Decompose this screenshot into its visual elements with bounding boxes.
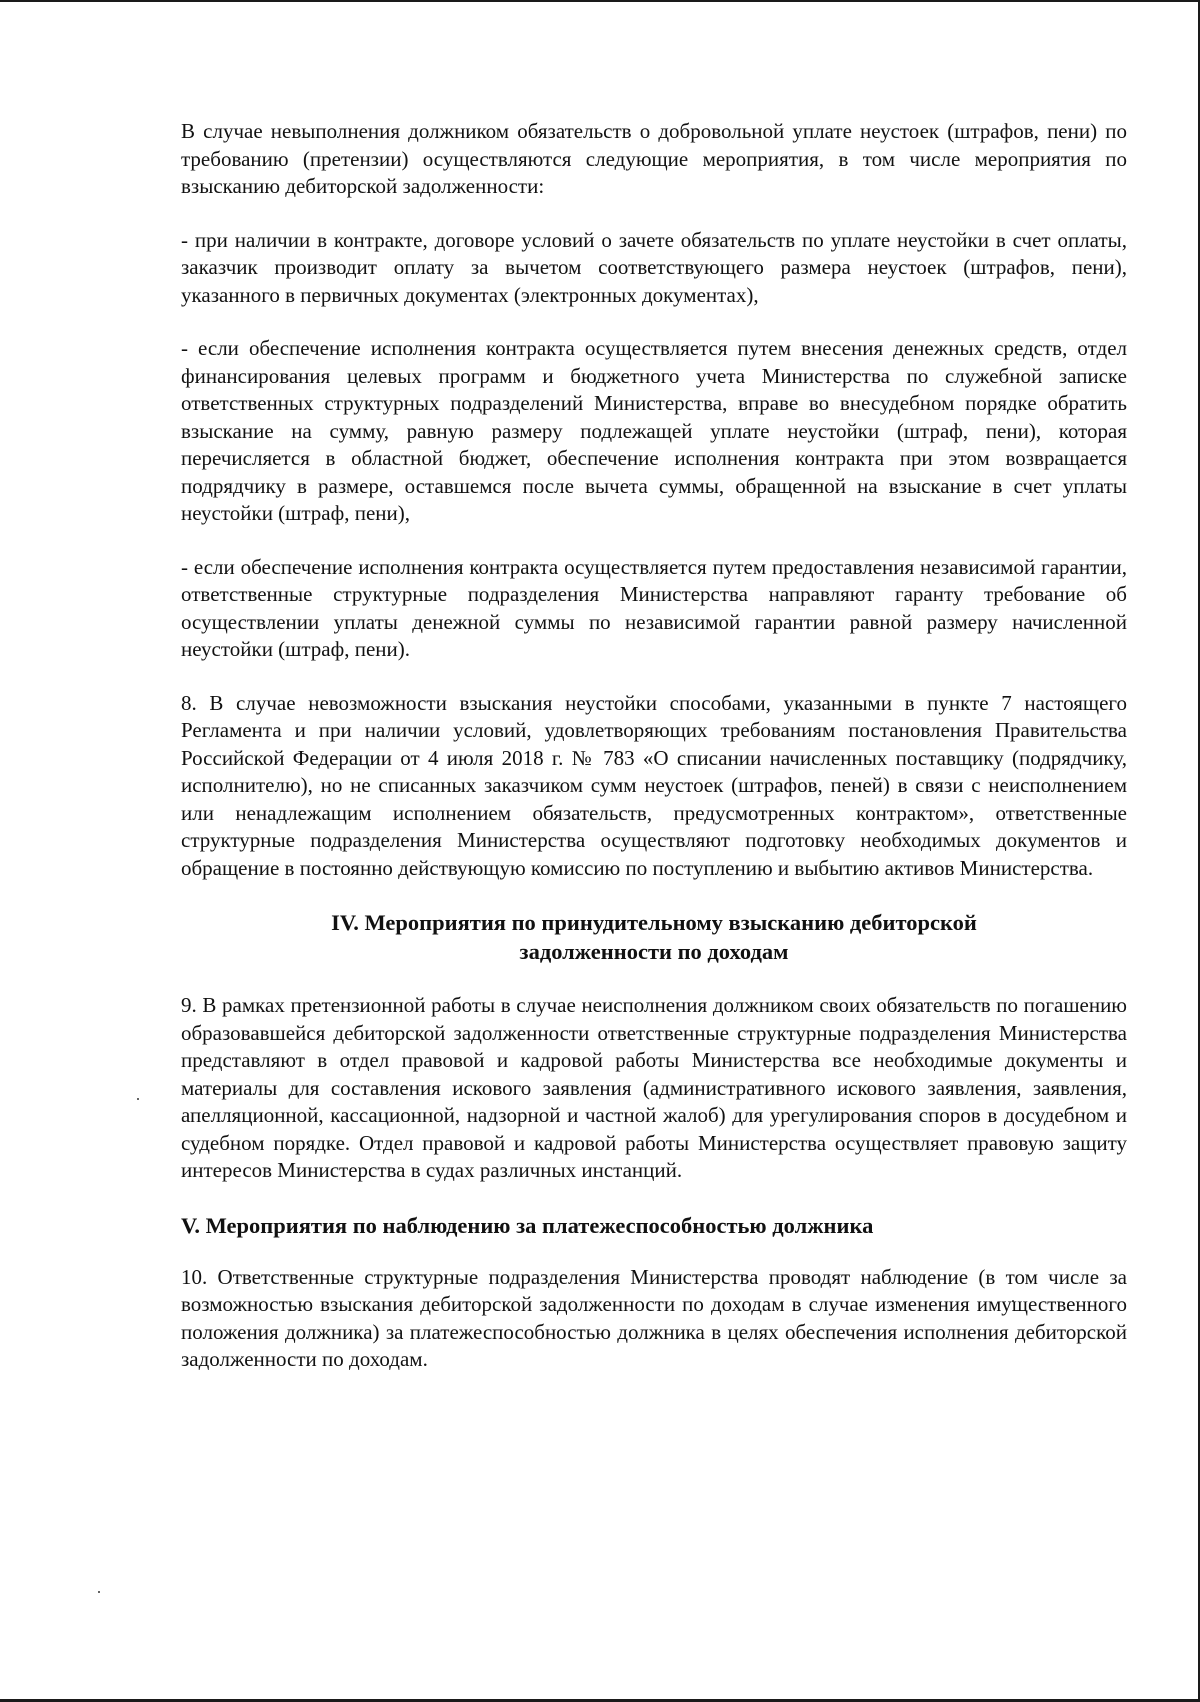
scan-speck (137, 1098, 139, 1100)
paragraph-item-9: 9. В рамках претензионной работы в случае неисполнения должником своих обязательств по погашению образовавшейся дебиторской задолженности ответственные структурные подразделения Министерства представляют в отдел правовой и кадровой работы Министерства все необходимые документы и материалы для составления искового заявления (административного искового заявления, заявления, апелляционной, кассационной, надзорной и частной жалоб) для урегулирования споров в досудебном и судебном порядке. Отдел правовой и кадровой работы Министерства осуществляет правовую защиту интересов Министерства в судах различных инстанций. (181, 993, 1127, 1182)
scan-edge-top (0, 0, 1200, 2)
paragraph-item-10: 10. Ответственные структурные подразделения Министерства проводят наблюдение (в том числе за возможностью взыскания дебиторской задолженности по доходам в случае изменения имущественного положения должника) за платежеспособностью должника в целях обеспечения исполнения дебиторской задолженности по доходам. (181, 1264, 1127, 1371)
section-v-heading: V. Мероприятия по наблюдению за платежеспособностью должника (181, 1212, 874, 1238)
paragraph-intro: В случае невыполнения должником обязательств о добровольной уплате неустоек (штрафов, пени) по требованию (претензии) осуществляются следующие мероприятия, в том числе мероприятия по взысканию дебиторской задолженности: (181, 119, 1127, 198)
section-iv-heading (181, 908, 1127, 966)
scan-speck (98, 1591, 100, 1593)
paragraph-offset-clause: - при наличии в контракте, договоре условий о зачете обязательств по уплате неустойки в счет оплаты, заказчик производит оплату за вычетом соответствующего размера неустоек (штрафов, пени), указанного в первичных документах (электронных документах), (181, 227, 1127, 307)
section-iv-heading-line1: IV. Мероприятия по принудительному взысканию дебиторской (331, 910, 977, 935)
paragraph-item-8: 8. В случае невозможности взыскания неустойки способами, указанными в пункте 7 настоящего Регламента и при наличии условий, удовлетворяющих требованиям постановления Правительства Российской Федерации от 4 июля 2018 г. № 783 «О списании начисленных поставщику (подрядчику, исполнителю), но не списанных заказчиком сумм неустоек (штрафов, пеней) в связи с неисполнением или ненадлежащим исполнением обязательств, предусмотренных контрактом», ответственные структурные подразделения Министерства осуществляют подготовку необходимых документов и обращение в постоянно действующую комиссию по поступлению и выбытию активов Министерства. (181, 690, 1127, 880)
document-body (181, 118, 1127, 1400)
section-iv-heading-line2: задолженности по доходам (519, 939, 789, 964)
paragraph-cash-security: - если обеспечение исполнения контракта осуществляется путем внесения денежных средств, отдел финансирования целевых программ и бюджетного учета Министерства по служебной записке ответственных структурных подразделений Министерства, вправе во внесудебном порядке обратить взыскание на сумму, равную размеру подлежащей уплате неустойки (штраф, пени), которая перечисляется в областной бюджет, обеспечение исполнения контракта при этом возвращается подрядчику в размере, оставшемся после вычета суммы, обращенной на взыскание в счет уплаты неустойки (штраф, пени), (181, 336, 1127, 525)
paragraph-independent-guarantee: - если обеспечение исполнения контракта осуществляется путем предоставления независимой гарантии, ответственные структурные подразделения Министерства направляют гаранту требование об осуществлении уплаты денежной суммы по независимой гарантии равной размеру начисленной неустойки (штраф, пени). (181, 554, 1127, 661)
